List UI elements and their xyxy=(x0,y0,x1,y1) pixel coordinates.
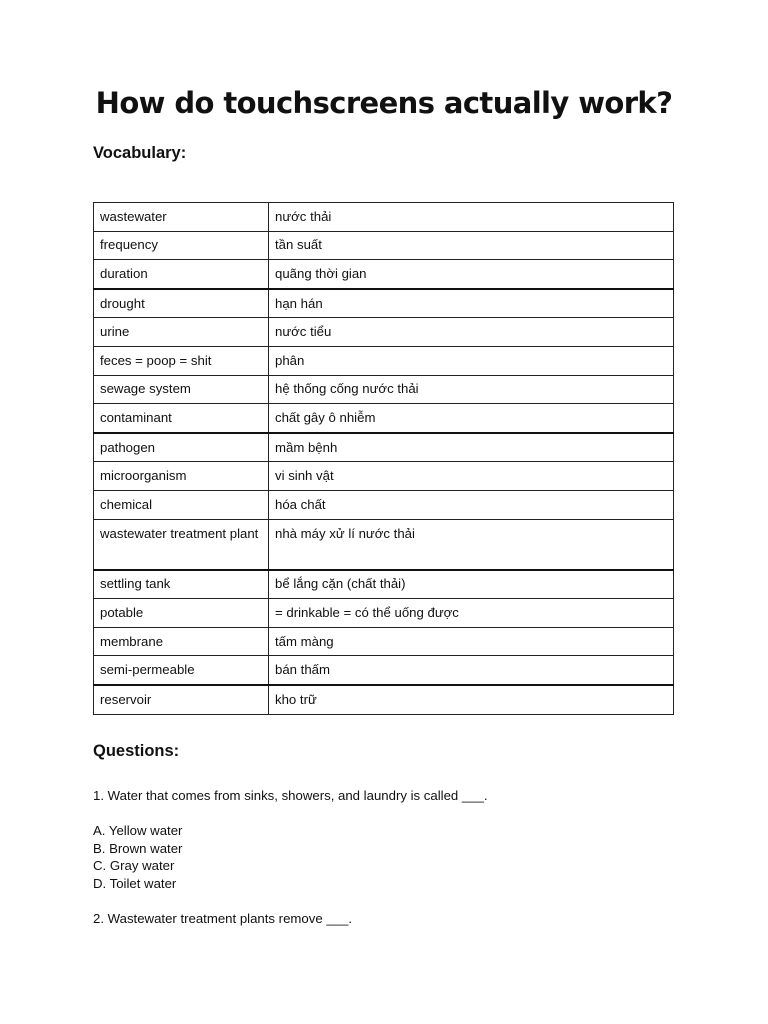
table-row xyxy=(94,318,674,347)
vocab-term: settling tank xyxy=(94,570,269,599)
vocab-term: microorganism xyxy=(94,462,269,491)
table-row xyxy=(94,203,674,232)
vocab-meaning: nước thải xyxy=(269,203,674,232)
page-title: How do touchscreens actually work? xyxy=(95,86,673,120)
table-row xyxy=(94,433,674,462)
vocab-term: wastewater xyxy=(94,203,269,232)
option-c: C. Gray water xyxy=(93,858,175,873)
vocab-term: urine xyxy=(94,318,269,347)
vocab-term: reservoir xyxy=(94,685,269,714)
vocab-term: feces = poop = shit xyxy=(94,346,269,375)
vocab-term: sewage system xyxy=(94,375,269,404)
vocab-term: potable xyxy=(94,599,269,628)
table-row xyxy=(94,404,674,433)
vocab-meaning: tấm màng xyxy=(269,627,674,656)
vocab-term: semi-permeable xyxy=(94,656,269,685)
vocab-term: frequency xyxy=(94,231,269,260)
vocab-meaning: bể lắng cặn (chất thải) xyxy=(269,570,674,599)
vocab-term: chemical xyxy=(94,490,269,519)
vocab-term: duration xyxy=(94,260,269,289)
option-a: A. Yellow water xyxy=(93,823,183,838)
vocab-meaning: nước tiểu xyxy=(269,318,674,347)
table-row xyxy=(94,260,674,289)
option-d: D. Toilet water xyxy=(93,875,177,891)
vocab-meaning: nhà máy xử lí nước thải xyxy=(269,519,674,570)
question-1: 1. Water that comes from sinks, showers, and laundry is called ___. xyxy=(93,788,488,803)
vocab-term: wastewater treatment plant xyxy=(94,519,269,570)
vocab-meaning: chất gây ô nhiễm xyxy=(269,404,674,433)
vocab-meaning: bán thấm xyxy=(269,656,674,685)
vocab-term: drought xyxy=(94,289,269,318)
option-b: B. Brown water xyxy=(93,840,183,856)
vocab-term: pathogen xyxy=(94,433,269,462)
table-row xyxy=(94,462,674,491)
vocab-meaning: = drinkable = có thể uống được xyxy=(269,599,674,628)
vocab-term: membrane xyxy=(94,627,269,656)
vocab-meaning: hóa chất xyxy=(269,490,674,519)
vocab-meaning: hệ thống cống nước thải xyxy=(269,375,674,404)
table-row xyxy=(94,490,674,519)
vocab-meaning: hạn hán xyxy=(269,289,674,318)
table-row xyxy=(94,289,674,318)
vocabulary-table xyxy=(93,202,674,715)
table-row xyxy=(94,627,674,656)
question-2: 2. Wastewater treatment plants remove ___. xyxy=(93,911,352,926)
vocab-meaning: quãng thời gian xyxy=(269,260,674,289)
questions-heading: Questions: xyxy=(93,742,180,760)
vocab-meaning: mầm bệnh xyxy=(269,433,674,462)
table-row xyxy=(94,231,674,260)
table-row xyxy=(94,656,674,685)
table-row xyxy=(94,570,674,599)
question-1-options xyxy=(93,822,182,892)
table-row xyxy=(94,346,674,375)
table-row xyxy=(94,519,674,570)
vocab-term: contaminant xyxy=(94,404,269,433)
table-row xyxy=(94,685,674,714)
vocab-meaning: vi sinh vật xyxy=(269,462,674,491)
vocab-meaning: kho trữ xyxy=(269,685,674,714)
vocab-meaning: tần suất xyxy=(269,231,674,260)
vocab-meaning: phân xyxy=(269,346,674,375)
table-row xyxy=(94,375,674,404)
vocabulary-heading: Vocabulary: xyxy=(93,144,187,162)
table-row xyxy=(94,599,674,628)
